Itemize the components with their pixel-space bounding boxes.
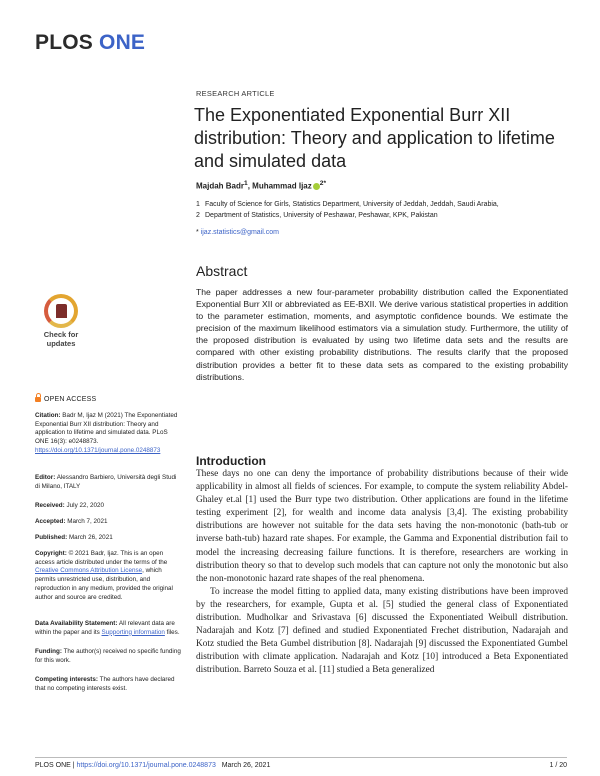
abstract-heading: Abstract (196, 263, 248, 279)
affiliation-1: 1 Faculty of Science for Girls, Statistics Department, University of Jeddah, Jeddah, Saudi Arabia, (196, 201, 499, 208)
author-separator: , (247, 181, 253, 191)
author-1[interactable]: Majdah Badr (196, 181, 245, 191)
journal-logo[interactable] (35, 31, 145, 55)
logo-plos: PLOS (35, 31, 93, 54)
abstract-text: The paper addresses a new four-parameter probability distribution called the Exponentiated Exponential Burr XII or abbreviated as EE-BXII. We derive various statistical properties in addition to the parameter estimation, moments, and asymptotic confidence bounds. We estimate the precision of the maximum likelihood estimators via a simulation study. Furthermore, the utility of the proposed distribution is evaluated by using two lifetime data sets and the results are compared with other existing probability distributions. The results clarify that the proposed distribution provides a better fit to these data sets as compared to the existing probability distributions. (196, 287, 568, 382)
footer-doi-link[interactable]: https://doi.org/10.1371/journal.pone.0248873 (76, 762, 216, 769)
footer-date: March 26, 2021 (221, 762, 271, 769)
intro-paragraph-1: These days no one can deny the importance of probability distributions because of their wide applicability in almost all fields of sciences. For example, to compute the system reliability Abdel-Ghaley et.al [1] used the Burr type two distribution. Other applications are found in the lifetime testing experiment [2], for wealth and income data analysis [3,4]. The existing probability distributions are however not suitable for the data sets having the non-monotonic (bath-tub or inverse bath-tub) hazard rate shapes. For example, the Gamma and Exponential distribution fail to model the increasing decreasing failure functions. It is therefore, researchers are working in distribution theory so that to develop such models that can capture not only the monotonic but also the non-monotonic hazard rate shapes of the real phenomena. (196, 469, 568, 584)
funding-block: Funding: The author(s) received no specific funding for this work. (35, 648, 181, 664)
intro-paragraph-2: To increase the model fitting to applied data, many existing distributions have been improved by the researchers, for example, Gupta et al. [5] studied the general class of Exponentiated distribution. Mudholkar and Srivastava [6] discussed the Exponentiated Weibull distribution. Nadarajah and Kotz [7] defined and studied Exponentiated Frechet distribution, Nadarajah and Kotz studied the Beta Gumbel distribution [8]. Nadarajah [9] discussed the Exponentiated Gumbel distribution with climate application. Nadarajah and Kotz [10] introduced a Beta Exponentiated distribution. Barreto Souza et al. [11] studied a Beta generalized (196, 586, 568, 676)
competing-interests-block: Competing interests: The authors have declared that no competing interests exist. (35, 676, 175, 692)
email-link[interactable]: ijaz.statistics@gmail.com (200, 229, 279, 236)
check-updates-icon (44, 294, 78, 328)
author-1-affil: 1 (244, 180, 248, 187)
author-2[interactable]: Muhammad Ijaz (252, 181, 312, 191)
copyright-block: Copyright: © 2021 Badr, Ijaz. This is an open access article distributed under the terms of the Creative Commons Attribution License, which permits unrestricted use, distribution, and reproduction in any medium, provided the original author and source are credited. (35, 550, 173, 601)
introduction-heading: Introduction (196, 454, 266, 468)
open-access-label: OPEN ACCESS (35, 396, 96, 403)
affiliations (196, 199, 499, 221)
article-title: The Exponentiated Exponential Burr XII distribution: Theory and application to lifetime and simulated data (194, 105, 555, 171)
page-footer: PLOS ONE | https://doi.org/10.1371/journal.pone.0248873 March 26, 2021 (35, 762, 271, 769)
author-2-affil: 2* (319, 180, 327, 187)
affiliation-2: 2 Department of Statistics, University of Peshawar, Peshawar, KPK, Pakistan (196, 212, 438, 219)
citation-doi-link[interactable]: https://doi.org/10.1371/journal.pone.0248873 (35, 446, 161, 454)
open-lock-icon (35, 397, 41, 402)
logo-one: ONE (99, 31, 146, 54)
footer-divider (35, 757, 567, 758)
citation-block: Citation: Badr M, Ijaz M (2021) The Exponentiated Exponential Burr XII distribution: Theory and application to lifetime and simulated data. PLoS ONE 16(3): e0248873. https://doi.org/10.1371/journal.pone.0248873 (35, 412, 178, 454)
editor-block: Editor: Alessandro Barbiero, Università degli Studi di Milano, ITALY (35, 474, 177, 490)
published-date: Published: March 26, 2021 (35, 534, 113, 541)
supporting-info-link[interactable]: Supporting information (101, 628, 165, 636)
check-for-updates-badge[interactable]: Check for updates (36, 294, 86, 354)
accepted-date: Accepted: March 7, 2021 (35, 518, 108, 525)
received-date: Received: July 22, 2020 (35, 502, 104, 509)
introduction-body (196, 468, 568, 678)
author-list (196, 180, 326, 191)
corresponding-email: * ijaz.statistics@gmail.com (196, 229, 279, 236)
orcid-icon[interactable] (313, 183, 320, 190)
article-type: RESEARCH ARTICLE (196, 89, 275, 98)
cc-license-link[interactable]: Creative Commons Attribution License (35, 567, 143, 575)
page-number: 1 / 20 (549, 762, 567, 769)
data-availability-block: Data Availability Statement: All relevant data are within the paper and its Supporting information files. (35, 620, 180, 636)
